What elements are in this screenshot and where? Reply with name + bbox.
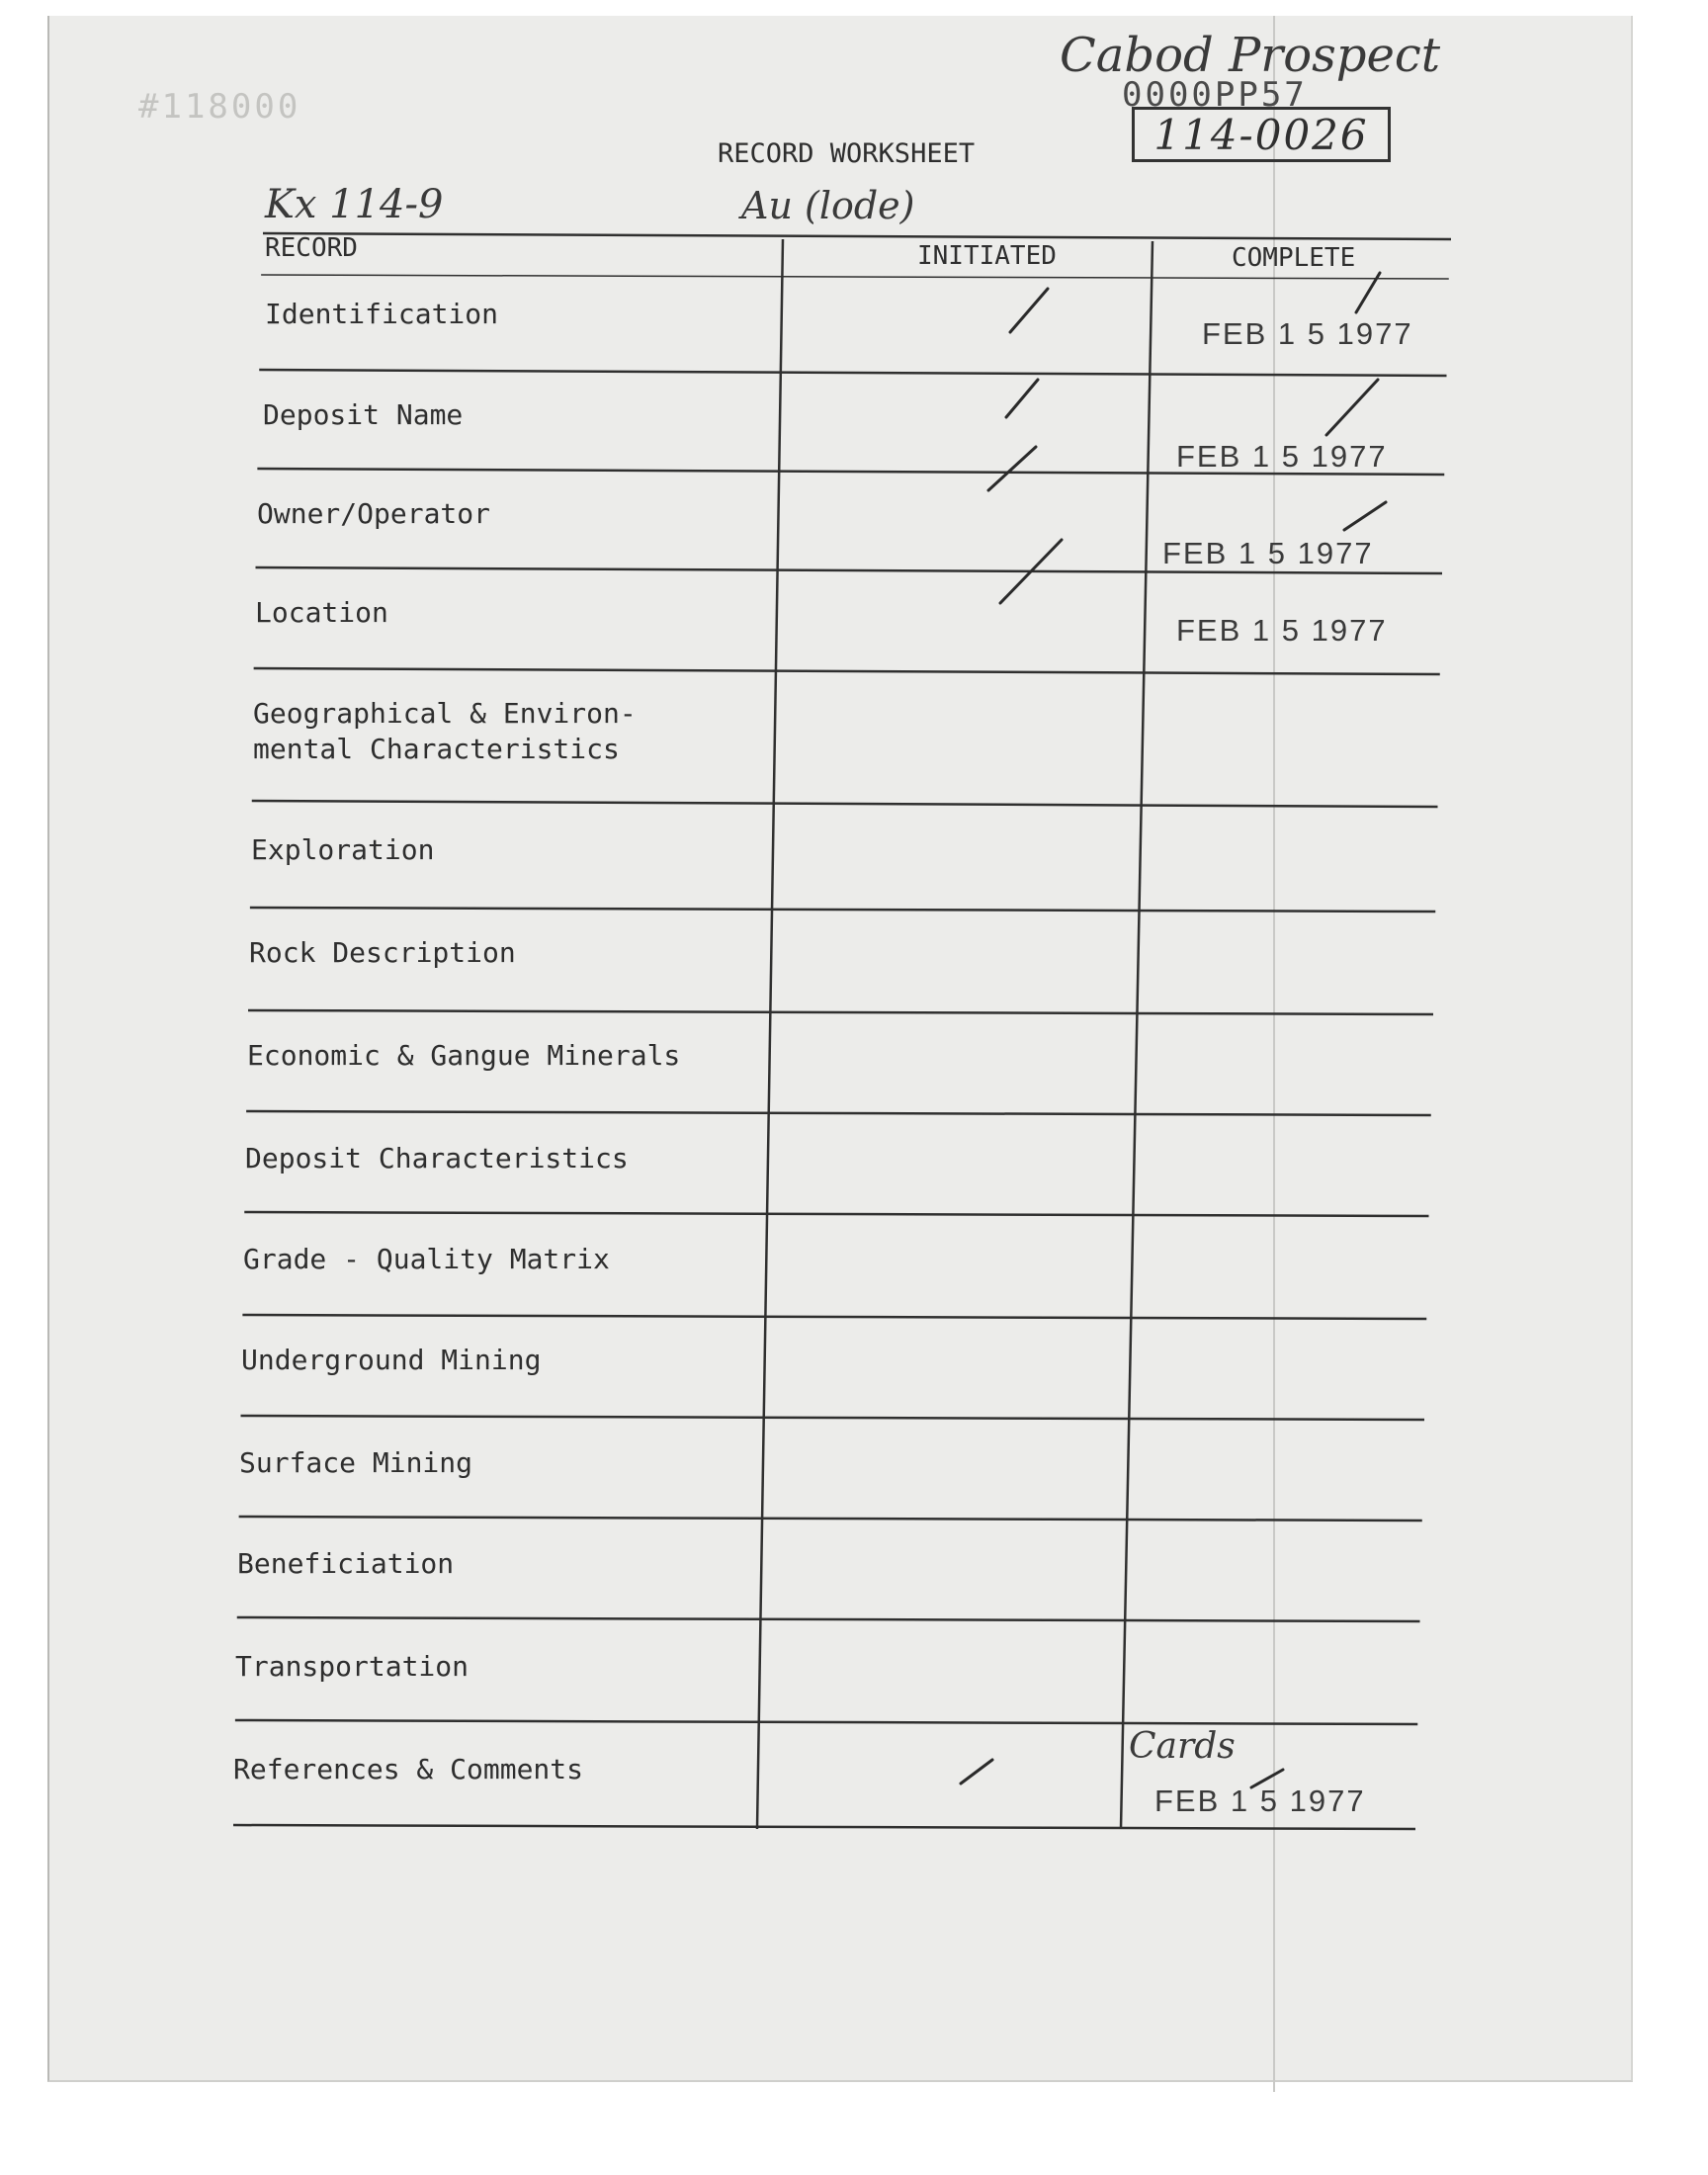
table-rule	[233, 1825, 1415, 1829]
complete-date-stamp: FEB 1 5 1977	[1176, 439, 1388, 474]
table-rule	[252, 801, 1438, 807]
table-rule	[248, 1010, 1433, 1014]
record-row-label: Rock Description	[249, 936, 516, 969]
record-row-label: References & Comments	[233, 1753, 584, 1785]
complete-date-stamp: FEB 1 5 1977	[1162, 536, 1374, 570]
column-header-record: RECORD	[265, 233, 358, 263]
cards-note-handwritten: Cards	[1129, 1726, 1236, 1767]
column-header-complete: COMPLETE	[1232, 243, 1356, 273]
table-rule	[239, 1517, 1422, 1521]
record-row-label: Economic & Gangue Minerals	[247, 1039, 681, 1072]
table-rule	[241, 1416, 1425, 1420]
table-rule	[242, 1315, 1426, 1319]
record-row-label: Owner/Operator	[257, 497, 491, 530]
table-rule	[246, 1111, 1431, 1115]
record-id-box: 114-0026	[1132, 107, 1391, 162]
complete-date-stamp: FEB 1 5 1977	[1202, 316, 1413, 351]
column-header-initiated: INITIATED	[917, 241, 1057, 271]
record-row-label: Surface Mining	[239, 1446, 473, 1479]
commodity-handwritten: Au (lode)	[741, 184, 915, 227]
complete-date-stamp: FEB 1 5 1977	[1176, 613, 1388, 648]
record-row-label: Identification	[265, 298, 499, 330]
initiated-check-mark	[1006, 380, 1038, 417]
stamped-document-number: 0000PP57	[1122, 75, 1308, 115]
record-row-label: Deposit Characteristics	[245, 1142, 629, 1174]
page-title: RECORD WORKSHEET	[718, 138, 976, 169]
complete-check-mark	[1344, 502, 1386, 530]
record-row-label: Exploration	[251, 833, 435, 866]
table-rule	[261, 275, 1449, 279]
record-row-label: Underground Mining	[241, 1344, 542, 1376]
column-divider	[1121, 241, 1153, 1829]
table-rule	[237, 1617, 1420, 1621]
kx-number-handwritten: Kx 114-9	[265, 182, 444, 227]
column-divider	[757, 239, 783, 1829]
table-rule	[254, 668, 1440, 674]
faint-document-number: #118000	[138, 87, 301, 127]
table-rule	[244, 1212, 1428, 1216]
record-row-label: Location	[255, 596, 388, 629]
table-rule	[250, 908, 1435, 912]
initiated-check-mark	[961, 1760, 992, 1784]
initiated-check-mark	[988, 447, 1036, 490]
complete-check-mark	[1326, 380, 1378, 435]
initiated-check-mark	[1010, 289, 1048, 332]
record-row-label: Beneficiation	[237, 1547, 455, 1580]
prospect-name-handwritten: Cabod Prospect	[1060, 28, 1441, 83]
record-row-label: Geographical & Environ- mental Characteristics	[253, 697, 637, 765]
table-rule	[259, 370, 1446, 376]
record-row-label: Grade - Quality Matrix	[243, 1243, 610, 1275]
table-rule	[235, 1720, 1417, 1724]
complete-date-stamp: FEB 1 5 1977	[1154, 1784, 1366, 1818]
table-rule	[263, 233, 1451, 239]
record-row-label: Transportation	[235, 1650, 470, 1683]
record-row-label: Deposit Name	[263, 398, 464, 431]
